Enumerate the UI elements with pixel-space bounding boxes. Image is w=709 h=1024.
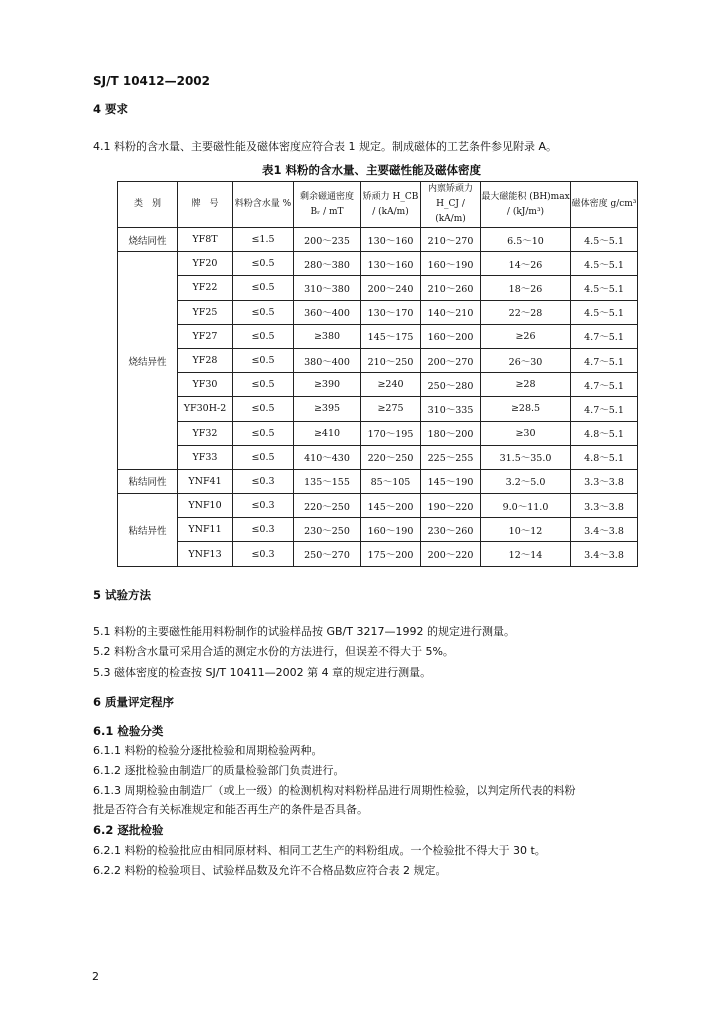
grade-cell: YNF11: [178, 518, 233, 542]
table-cell: ≤0.3: [233, 494, 294, 518]
section-5-title: 5 试验方法: [93, 588, 152, 602]
table-cell: 220～250: [361, 445, 421, 469]
table-cell: 160～190: [361, 518, 421, 542]
table-cell: 14～26: [481, 252, 571, 276]
table-cell: 145～190: [421, 469, 481, 493]
grade-cell: YNF10: [178, 494, 233, 518]
table-cell: ≤0.5: [233, 252, 294, 276]
table-header-cell: 牌 号: [178, 182, 233, 228]
table-cell: ≤0.5: [233, 300, 294, 324]
table-row: [118, 469, 638, 493]
table-row: [118, 518, 638, 542]
table-row: [118, 324, 638, 348]
table-cell: ≥410: [294, 421, 361, 445]
table-cell: 4.8～5.1: [571, 445, 638, 469]
table-cell: 12～14: [481, 542, 571, 566]
table-cell: 380～400: [294, 348, 361, 372]
category-cell: 粘结同性: [118, 469, 178, 493]
table-cell: 160～190: [421, 252, 481, 276]
grade-cell: YF20: [178, 252, 233, 276]
table-header-row: [118, 182, 638, 228]
table-cell: 130～160: [361, 252, 421, 276]
category-cell: 粘结异性: [118, 494, 178, 567]
table-cell: 26～30: [481, 348, 571, 372]
table-cell: ≥390: [294, 373, 361, 397]
grade-cell: YF32: [178, 421, 233, 445]
table-cell: ≥380: [294, 324, 361, 348]
table-cell: 230～250: [294, 518, 361, 542]
table-cell: 160～200: [421, 324, 481, 348]
table-cell: 200～270: [421, 348, 481, 372]
table-cell: 310～335: [421, 397, 481, 421]
table-row: [118, 373, 638, 397]
table-cell: 18～26: [481, 276, 571, 300]
table-cell: 210～260: [421, 276, 481, 300]
paragraph-6-1-3: 6.1.3 周期检验由制造厂（或上一级）的检测机构对料粉样品进行周期性检验，以判定所代表的料粉: [93, 784, 576, 797]
table-cell: 140～210: [421, 300, 481, 324]
paragraph-6-1-1: 6.1.1 料粉的检验分逐批检验和周期检验两种。: [93, 744, 323, 757]
paragraph-6-1-2: 6.1.2 逐批检验由制造厂的质量检验部门负责进行。: [93, 764, 345, 777]
table-cell: 3.3～3.8: [571, 494, 638, 518]
paragraph-5-2: 5.2 料粉含水量可采用合适的测定水份的方法进行，但误差不得大于 5%。: [93, 645, 454, 658]
table-header-cell: 类 别: [118, 182, 178, 228]
table-row: [118, 421, 638, 445]
table-header-cell: 料粉含水量 %: [233, 182, 294, 228]
table-cell: ≤0.3: [233, 469, 294, 493]
table-cell: 3.4～3.8: [571, 542, 638, 566]
table-cell: 4.7～5.1: [571, 348, 638, 372]
table-cell: 4.7～5.1: [571, 324, 638, 348]
paragraph-5-1: 5.1 料粉的主要磁性能用料粉制作的试验样品按 GB/T 3217—1992 的规定进行测量。: [93, 625, 515, 638]
table-cell: ≤1.5: [233, 228, 294, 252]
table-cell: ≤0.5: [233, 276, 294, 300]
table-cell: 3.4～3.8: [571, 518, 638, 542]
table-cell: 220～250: [294, 494, 361, 518]
grade-cell: YF30: [178, 373, 233, 397]
table-header-cell: 磁体密度 g/cm³: [571, 182, 638, 228]
table-cell: 4.5～5.1: [571, 228, 638, 252]
table-header-cell: 内禀矫顽力 H_CJ / (kA/m): [421, 182, 481, 228]
table-cell: 200～240: [361, 276, 421, 300]
table-cell: 200～220: [421, 542, 481, 566]
table-cell: 4.7～5.1: [571, 373, 638, 397]
table-cell: 130～170: [361, 300, 421, 324]
table-cell: 230～260: [421, 518, 481, 542]
grade-cell: YF28: [178, 348, 233, 372]
table-cell: 4.7～5.1: [571, 397, 638, 421]
table-cell: 145～175: [361, 324, 421, 348]
table-cell: 4.5～5.1: [571, 300, 638, 324]
grade-cell: YF8T: [178, 228, 233, 252]
table-row: [118, 228, 638, 252]
table-cell: ≥28.5: [481, 397, 571, 421]
table-cell: 250～270: [294, 542, 361, 566]
table-cell: 360～400: [294, 300, 361, 324]
section-4-title: 4 要求: [93, 102, 129, 116]
grade-cell: YF25: [178, 300, 233, 324]
table-header-cell: 剩余磁通密度 Bᵣ / mT: [294, 182, 361, 228]
section-6-2-title: 6.2 逐批检验: [93, 823, 164, 837]
table-cell: 280～380: [294, 252, 361, 276]
table-cell: 310～380: [294, 276, 361, 300]
table-cell: 135～155: [294, 469, 361, 493]
table-cell: 4.5～5.1: [571, 252, 638, 276]
table-cell: ≥28: [481, 373, 571, 397]
table-cell: 9.0～11.0: [481, 494, 571, 518]
grade-cell: YF30H-2: [178, 397, 233, 421]
grade-cell: YNF13: [178, 542, 233, 566]
table-cell: 130～160: [361, 228, 421, 252]
table-cell: ≤0.5: [233, 324, 294, 348]
table-row: [118, 542, 638, 566]
table-cell: 10～12: [481, 518, 571, 542]
table-cell: 170～195: [361, 421, 421, 445]
grade-cell: YF33: [178, 445, 233, 469]
table-row: [118, 348, 638, 372]
section-6-title: 6 质量评定程序: [93, 695, 175, 709]
table-header-cell: 最大磁能积 (BH)max / (kJ/m³): [481, 182, 571, 228]
table-cell: ≥26: [481, 324, 571, 348]
table-cell: 4.8～5.1: [571, 421, 638, 445]
table-cell: 210～250: [361, 348, 421, 372]
grade-cell: YF22: [178, 276, 233, 300]
table-1-caption: 表1 料粉的含水量、主要磁性能及磁体密度: [262, 163, 482, 177]
table-cell: ≤0.5: [233, 421, 294, 445]
table-cell: 175～200: [361, 542, 421, 566]
table-cell: ≥30: [481, 421, 571, 445]
standard-number: SJ/T 10412—2002: [93, 74, 210, 88]
table-row: [118, 445, 638, 469]
table-row: [118, 300, 638, 324]
table-cell: 3.2～5.0: [481, 469, 571, 493]
section-6-1-title: 6.1 检验分类: [93, 724, 164, 738]
page-number: 2: [92, 970, 99, 983]
table-cell: 200～235: [294, 228, 361, 252]
category-cell: 烧结异性: [118, 252, 178, 470]
table-cell: ≤0.5: [233, 445, 294, 469]
table-cell: ≥240: [361, 373, 421, 397]
table-cell: ≥395: [294, 397, 361, 421]
table-header-cell: 矫顽力 H_CB / (kA/m): [361, 182, 421, 228]
table-cell: 4.5～5.1: [571, 276, 638, 300]
table-cell: 6.5～10: [481, 228, 571, 252]
table-cell: ≤0.5: [233, 348, 294, 372]
table-row: [118, 276, 638, 300]
grade-cell: YNF41: [178, 469, 233, 493]
table-cell: 31.5～35.0: [481, 445, 571, 469]
paragraph-6-2-1: 6.2.1 料粉的检验批应由相同原材料、相同工艺生产的料粉组成。一个检验批不得大于 30 t。: [93, 844, 546, 857]
table-cell: 190～220: [421, 494, 481, 518]
table-row: [118, 494, 638, 518]
paragraph-6-2-2: 6.2.2 料粉的检验项目、试验样品数及允许不合格品数应符合表 2 规定。: [93, 864, 447, 877]
paragraph-5-3: 5.3 磁体密度的检查按 SJ/T 10411—2002 第 4 章的规定进行测量。: [93, 666, 432, 679]
table-cell: 85～105: [361, 469, 421, 493]
table-cell: ≤0.3: [233, 542, 294, 566]
table-cell: 180～200: [421, 421, 481, 445]
table-cell: ≥275: [361, 397, 421, 421]
category-cell: 烧结同性: [118, 228, 178, 252]
paragraph-4-1: 4.1 料粉的含水量、主要磁性能及磁体密度应符合表 1 规定。制成磁体的工艺条件参见附录 A。: [93, 140, 558, 153]
table-row: [118, 397, 638, 421]
paragraph-6-1-3-cont: 批是否符合有关标准规定和能否再生产的条件是否具备。: [93, 803, 368, 816]
table-cell: ≤0.5: [233, 373, 294, 397]
table-cell: 225～255: [421, 445, 481, 469]
table-1: [117, 181, 638, 567]
table-cell: 145～200: [361, 494, 421, 518]
table-cell: ≤0.3: [233, 518, 294, 542]
table-cell: ≤0.5: [233, 397, 294, 421]
table-cell: 3.3～3.8: [571, 469, 638, 493]
table-cell: 410～430: [294, 445, 361, 469]
table-cell: 22～28: [481, 300, 571, 324]
grade-cell: YF27: [178, 324, 233, 348]
table-cell: 210～270: [421, 228, 481, 252]
table-cell: 250～280: [421, 373, 481, 397]
table-row: [118, 252, 638, 276]
